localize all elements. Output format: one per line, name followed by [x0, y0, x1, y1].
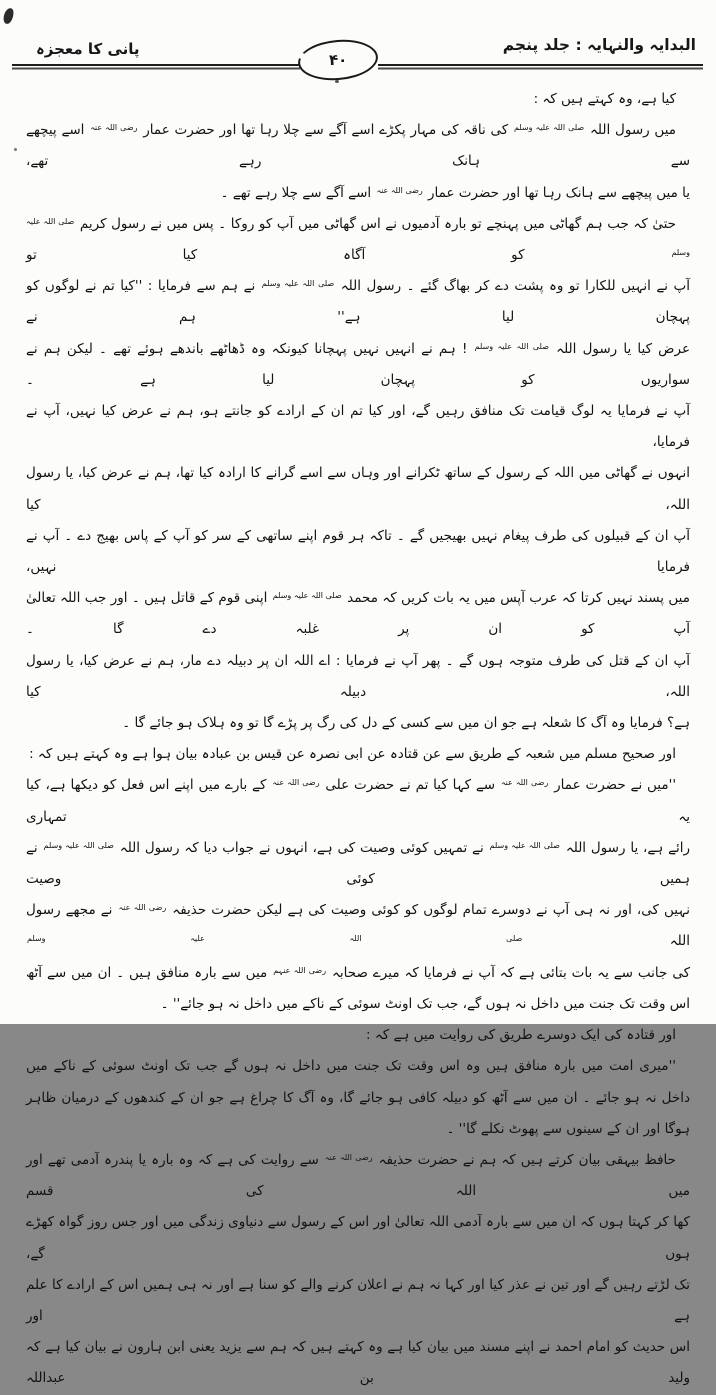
honorific-mark: صلی اللہ علیہ وسلم	[272, 591, 342, 601]
honorific-mark: صلی اللہ علیہ وسلم	[27, 934, 523, 944]
paragraph	[26, 1020, 690, 1051]
body-line: اور قتادہ کی ایک دوسرے طریق کی روایت میں ہے کہ :	[365, 1027, 676, 1044]
honorific-mark: صلی اللہ علیہ وسلم	[26, 216, 690, 258]
book-title: البدایہ والنہایہ : جلد پنجم	[502, 36, 696, 54]
honorific-mark: رضی اللہ عنہ	[118, 903, 167, 913]
paragraph	[26, 115, 690, 209]
honorific-mark: صلی اللہ علیہ وسلم	[489, 840, 560, 850]
body-line: کی جانب سے یہ بات بتائی ہے کہ آپ نے فرمایا کہ میرے صحابہ $^{رضی اللہ عنہم}$ میں سے بارہ منافق ہیں ۔ ان میں سے آٹھ	[26, 964, 691, 981]
honorific-mark: صلی اللہ علیہ وسلم	[261, 279, 335, 289]
honorific-mark: صلی اللہ علیہ وسلم	[474, 341, 549, 351]
chapter-title: پانی کا معجزہ	[36, 40, 140, 58]
body-line: حتیٰ کہ جب ہم گھاٹی میں پہنچے تو بارہ آدمیوں نے اس گھاٹی میں آپ کو روکا ۔ پس میں نے رسول کریم $^{صلی اللہ علیہ وسلم}$ کو آگاہ کیا تو	[26, 215, 690, 264]
body-line: حافظ بیہقی بیان کرتے ہیں کہ ہم نے حضرت حذیفہ $^{رضی اللہ عنہ}$ سے روایت کی ہے کہ وہ بارہ یا پندرہ آدمی تھے اور میں اللہ کی قسم	[26, 1151, 690, 1200]
body-line: داخل نہ ہو جائے ۔ ان میں سے آٹھ کو دبیلہ کافی ہو جائے گا، وہ آگ کا چراغ ہے جو ان کے کندھوں کے درمیان ظاہر	[26, 1089, 690, 1106]
page-number: ۴۰	[328, 51, 348, 69]
paragraph	[26, 209, 690, 739]
body-line: کھا کر کہتا ہوں کہ ان میں سے بارہ آدمی اللہ تعالیٰ اور اس کے رسول سے دنیاوی زندگی میں اور جس روز گواہ کھڑے ہوں گے،	[26, 1214, 690, 1262]
page-header	[0, 0, 716, 84]
body-line: اس وقت تک جنت میں داخل نہ ہوں گے، جب تک اونٹ سوئی کے ناکے میں داخل نہ ہو جائے'' ۔	[160, 995, 690, 1012]
honorific-mark: رضی اللہ عنہ	[324, 1152, 373, 1162]
body-line: آپ ان کے قتل کی طرف متوجہ ہوں گے ۔ پھر آپ نے فرمایا : اے اللہ ان پر دبیلہ دے مار، ہم نے عرض کیا، یا رسول اللہ، دبیلہ کیا	[26, 652, 690, 700]
body-line: کیا ہے، وہ کہتے ہیں کہ :	[533, 91, 676, 107]
honorific-mark: رضی اللہ عنہ	[376, 185, 423, 195]
honorific-mark: صلی اللہ علیہ وسلم	[513, 123, 585, 133]
paragraph	[26, 1145, 690, 1395]
body-line: ''میں نے حضرت عمار $^{رضی اللہ عنہ}$ سے کہا کیا تم نے حضرت علی $^{رضی اللہ عنہ}$ کے بارے میں اپنے اس فعل کو دیکھا ہے، کیا یہ تمہاری	[26, 777, 690, 825]
body-line: اس حدیث کو امام احمد نے اپنے مسند میں بیان کیا ہے وہ کہتے ہیں کہ ہم سے یزید یعنی ابن ہارون نے بیان کیا ہے کہ ولید بن عبداللہ	[26, 1339, 690, 1387]
body-line: عرض کیا یا رسول اللہ $^{صلی اللہ علیہ وسلم}$ ! ہم نے انہیں نہیں پہچانا کیونکہ وہ ڈھاٹھے باندھے ہوئے تھے ۔ لیکن ہم نے سواریوں کو پہچان لیا ہے ۔	[26, 340, 691, 388]
header-rule-left	[12, 64, 300, 66]
body-line: انہوں نے گھاٹی میں اللہ کے رسول کے ساتھ ٹکرانے اور وہاں سے اسے گرانے کا ارادہ کیا تھا، ہم نے عرض کیا، یا رسول اللہ، کیا	[26, 465, 690, 513]
body-line: ''میری امت میں بارہ منافق ہیں وہ اس وقت تک جنت میں داخل نہ ہوں گے جب تک اونٹ سوئی کے ناکے میں	[26, 1058, 676, 1075]
scan-artifact-speck	[14, 148, 17, 151]
body-line: رائے ہے، یا رسول اللہ $^{صلی اللہ علیہ وسلم}$ نے تمہیں کوئی وصیت کی ہے، انہوں نے جواب دیا کہ رسول اللہ $^{صلی اللہ علیہ وسلم}$ نے ہمیں کوئی وصیت	[26, 839, 691, 888]
paragraph	[26, 1051, 690, 1145]
honorific-mark: رضی اللہ عنہ	[90, 123, 138, 133]
body-line: ہوگا اور ان کے سینوں سے پھوٹ نکلے گا'' ۔	[446, 1120, 690, 1137]
body-line: نہیں کی، اور نہ ہی آپ نے دوسرے تمام لوگوں کو کوئی وصیت کی ہے لیکن حضرت حذیفہ $^{رضی اللہ عنہ}$ نے مجھے رسول اللہ $^{صلی اللہ علیہ وسلم}$	[26, 902, 691, 950]
paragraph	[26, 84, 690, 115]
honorific-mark: صلی اللہ علیہ وسلم	[43, 840, 114, 850]
body-line: ہے؟ فرمایا وہ آگ کا شعلہ ہے جو ان میں سے کسی کے دل کی رگ پر پڑے گا تو وہ ہلاک ہو جائے گا ۔	[122, 715, 690, 732]
body-line: تک لڑتے رہیں گے اور تین نے عذر کیا اور کہا نہ ہم نے اعلان کرنے والے کو سنا ہے اور نہ ہی ہمیں اس کے ارادے کا علم ہے اور	[26, 1276, 690, 1324]
body-line: اور صحیح مسلم میں شعبہ کے طریق سے عن قتادہ عن ابی نصرہ عن قیس بن عبادہ بیان ہوا ہے وہ کہتے ہیں کہ :	[29, 746, 676, 763]
paragraph	[26, 770, 690, 1020]
paragraph	[26, 739, 690, 770]
body-line: آپ نے فرمایا یہ لوگ قیامت تک منافق رہیں گے، اور کیا تم ان کے ارادے کو جانتے ہو، ہم نے عرض کیا نہیں، آپ نے فرمایا،	[26, 403, 690, 451]
body-line: آپ ان کے قبیلوں کی طرف پیغام نہیں بھیجیں گے ۔ تاکہ ہر قوم اپنے ساتھی کے سر کو آپ کے پاس بھیج دے ۔ آپ نے فرمایا نہیں،	[26, 527, 690, 576]
honorific-mark: رضی اللہ عنہ	[500, 778, 549, 788]
honorific-mark: رضی اللہ عنہ	[272, 778, 320, 788]
page-number-cartouche	[296, 37, 379, 84]
body-line: آپ نے انہیں للکارا تو وہ پشت دے کر بھاگ گئے ۔ رسول اللہ $^{صلی اللہ علیہ وسلم}$ نے ہم سے فرمایا : ''کیا تم نے لوگوں کو پہچان لیا ہے'' ہم نے	[26, 278, 690, 326]
honorific-mark: رضی اللہ عنہم	[273, 965, 327, 975]
header-rule-right	[378, 64, 703, 66]
body-line: یا میں پیچھے سے ہانک رہا تھا اور حضرت عمار $^{رضی اللہ عنہ}$ اسے آگے سے چلا رہے تھے ۔	[220, 184, 690, 201]
body-line: میں رسول اللہ $^{صلی اللہ علیہ وسلم}$ کی ناقہ کی مہار پکڑے اسے آگے سے چلا رہا تھا اور حضرت عمار $^{رضی اللہ عنہ}$ اسے پیچھے سے ہانک رہے تھے،	[26, 122, 690, 170]
body-text	[26, 84, 690, 1395]
body-line: میں پسند نہیں کرتا کہ عرب آپس میں یہ بات کریں کہ محمد $^{صلی اللہ علیہ وسلم}$ اپنی قوم کے قاتل ہیں ۔ اور جب اللہ تعالیٰ آپ کو ان پر غلبہ دے گا ۔	[26, 590, 690, 638]
